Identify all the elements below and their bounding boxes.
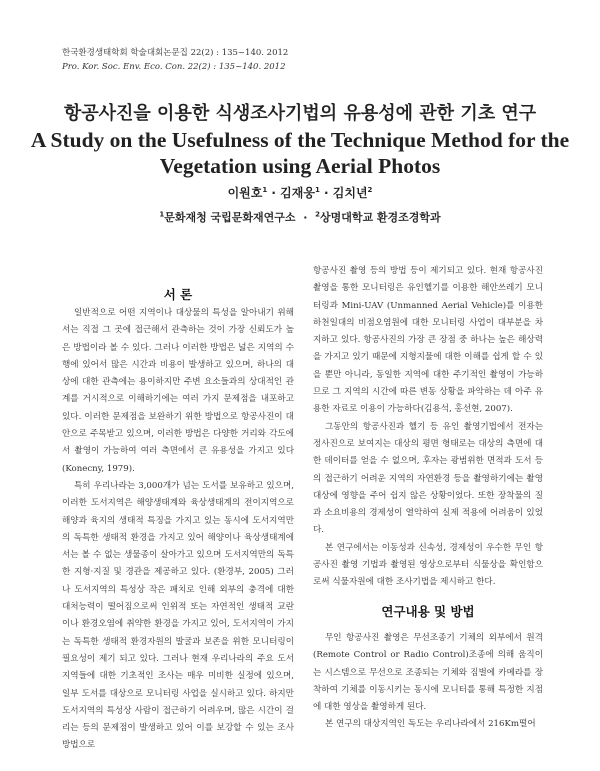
journal-citation-ko: 한국환경생태학회 학술대회논문집 22(2) : 135~140. 2012 <box>62 48 289 58</box>
affiliation-sup: 2 <box>315 210 320 219</box>
title-korean: 항공사진을 이용한 식생조사기법의 유용성에 관한 기초 연구 <box>63 103 537 124</box>
paragraph: 특히 우리나라는 3,000개가 넘는 도서를 보유하고 있으며, 이러한 도서지역은 해양생태계와 육상생태계의 전이지역으로 해양과 육지의 생태적 특징을 가지고 있는 동시에 도서지역만의 독특한 생태적 환경을 가지고 있어 해양이나 육상생태계에서는 볼 수 없는 생물종이 살아가고 있으며 도서지역만의 독특한 지형·지질 및 경관을 제공하고 있다. (환경부, 2005) 그러나 도서지역의 특성상 작은 패치로 인해 외부의 충격에 대한 대처능력이 떨어짐으로써 인위적 또는 자연적인 생태적 교란이나 환경오염에 취약한 환경을 가지고 있어, 도서지역이 가지는 독특한 생태적 환경자원의 발굴과 보존을 위한 모니터링이 필요성이 제기 되고 있다. 그러나 현재 우리나라의 주요 도서지역들에 대한 기초적인 조사는 매우 미비한 실정에 있으며, 일부 도서를 대상으로 모니터링 사업을 실시하고 있다. 하지만 도서지역의 특성상 사람이 접근하기 어려우며, 많은 시간이 걸리는 등의 문제점이 발생하고 있어 이를 보강할 수 있는 조사 방법으로 <box>62 480 294 751</box>
right-column-bottom <box>313 630 543 734</box>
right-column-top <box>313 263 543 592</box>
paragraph: 항공사진 촬영 등의 방법 등이 제기되고 있다. 현재 항공사진 촬영을 통한 모니터링은 유인헬기를 이용한 해안쓰레기 모니터링과 Mini-UAV (Unmanned Aerial Vehicle)를 이용한 하천일대의 비점오염원에 대한 모니터링 사업이 대부분을 차지하고 있다. 항공사진의 가장 큰 장점 중 하나는 높은 해상력을 가지고 있기 때문에 지형지물에 대한 이해를 쉽게 할 수 있을 뿐만 아니라, 동일한 지역에 대한 주기적인 촬영이 가능하므로 그 지역의 시간에 따른 변동 상황을 파악하는 데 아주 유용한 자료로 이용이 가능하다(김용석, 홍선현, 2007). <box>313 266 543 415</box>
author-name: 김재웅 <box>280 186 315 200</box>
title-english-line2: Vegetation using Aerial Photos <box>159 154 441 178</box>
paragraph: 그동안의 항공사진과 헬기 등 유인 촬영기법에서 전자는 정사진으로 보여지는 대상의 평면 형태로는 대상의 측면에 대한 데이터를 얻을 수 없으며, 후자는 광범위한 면적과 도서 등의 접근하기 어려운 지역의 자연환경 등을 촬영하기에는 촬영대상에 영향을 주어 쉽지 않은 상황이었다. 또한 장착물의 질과 소요비용의 경제성이 열악하여 실제 적용에 어려움이 있었다. <box>313 421 543 536</box>
affiliation-sup: 1 <box>159 210 165 219</box>
paragraph: 무인 항공사진 촬영은 무선조종기 기체의 외부에서 원격(Remote Control or Radio Control)조종에 의해 움직이는 시스템으로 무선으로 조종되는 기체와 짐벌에 카메라를 장착하여 기체를 이동시키는 동시에 모니터를 통해 특정한 지점에 대한 영상을 촬영하게 된다. <box>313 633 543 713</box>
section-title-methods: 연구내용 및 방법 <box>381 604 475 619</box>
paragraph: 본 연구의 대상지역인 독도는 우리나라에서 216Km떨어 <box>325 719 536 730</box>
author-name: 김치년 <box>332 186 368 200</box>
left-column <box>62 305 294 755</box>
title-english <box>0 127 600 179</box>
affiliation-separator: · <box>303 211 308 224</box>
paragraph: 본 연구에서는 이동성과 신속성, 경제성이 우수한 무인 항공사진 촬영 기법과 촬영된 영상으로부터 식물상을 확인함으로써 식물자원에 대한 조사기법을 제시하고 한다. <box>313 542 543 588</box>
paragraph: 일반적으로 어떤 지역이나 대상물의 특성을 알아내기 위해서는 직접 그 곳에 접근해서 관측하는 것이 가장 신뢰도가 높은 방법이라 볼 수 있다. 그러나 이러한 방법은 넓은 지역의 수행에 있어서 많은 시간과 비용이 발생하고 있으며, 하나의 대상에 대한 관측에는 용이하지만 주변 요소들과의 상대적인 관계를 거시적으로 이해하기에는 여러 가지 문제점을 내포하고 있다. 이러한 문제점을 보완하기 위한 방법으로 항공사진이 대안으로 주목받고 있으며, 이러한 방법은 다양한 거리와 각도에서 촬영이 가능하여 여러 측면에서 큰 유용성을 가지고 있다(Konecny, 1979). <box>62 308 294 474</box>
journal-citation-en: Pro. Kor. Soc. Env. Eco. Con. 22(2) : 135~140. 2012 <box>62 62 286 72</box>
author-sup: 2 <box>367 186 373 194</box>
journal-header <box>62 46 288 74</box>
author-separator: · <box>271 186 276 200</box>
author-list <box>0 184 600 201</box>
author-sup: 1 <box>314 186 320 194</box>
section-title-introduction: 서 론 <box>163 287 193 302</box>
affiliation-list <box>0 209 600 225</box>
title-english-line1: A Study on the Usefulness of the Technique Method for the <box>30 128 570 152</box>
author-sup: 1 <box>262 186 268 194</box>
author-name: 이원호 <box>227 186 263 200</box>
affiliation-name: 문화재청 국립문화재연구소 <box>164 211 296 224</box>
author-separator: · <box>324 186 329 200</box>
affiliation-name: 상명대학교 환경조경학과 <box>319 211 441 224</box>
